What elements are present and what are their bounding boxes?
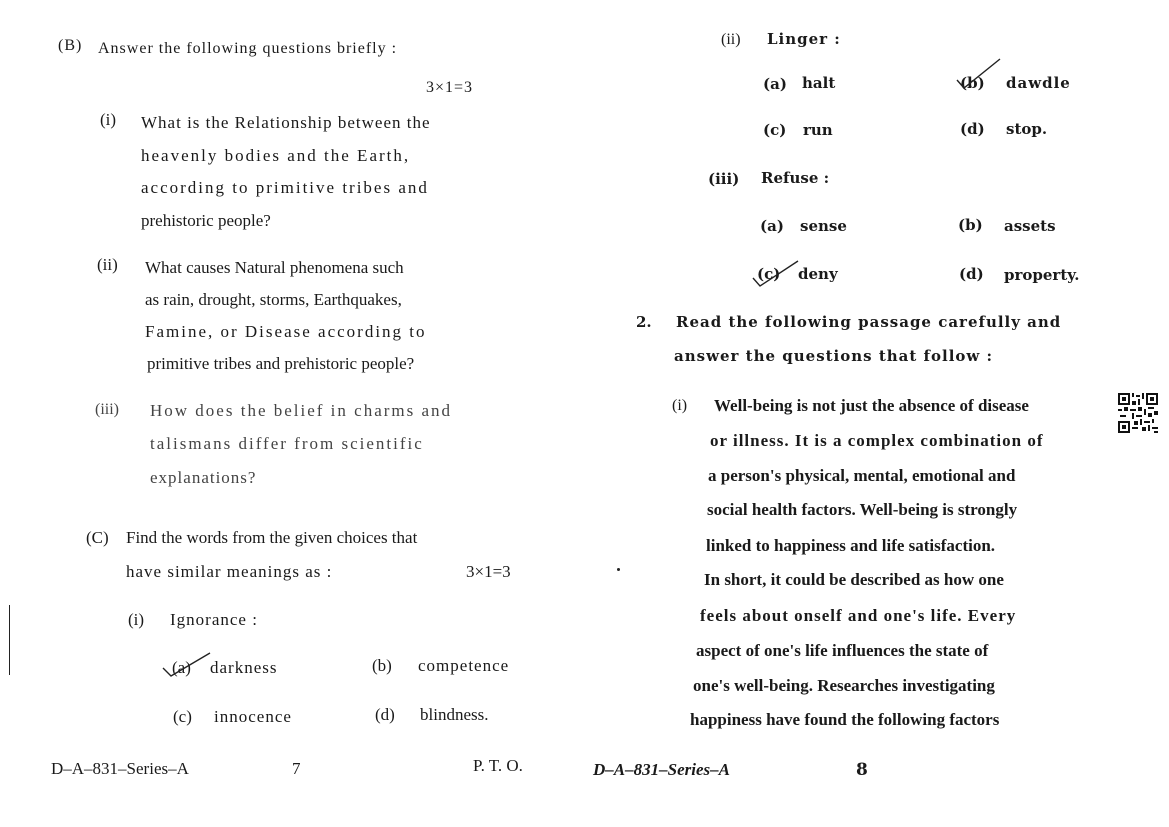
passage-line: feels about onself and one's life. Every xyxy=(700,606,1017,625)
question-2-line: answer the questions that follow : xyxy=(674,347,994,365)
item3-option-d: property. xyxy=(1004,266,1080,284)
scan-speck xyxy=(617,568,620,571)
section-b-marks: 3×1=3 xyxy=(426,79,474,96)
item1-option-b-label: (b) xyxy=(372,656,392,675)
passage-line: linked to happiness and life satisfaction. xyxy=(706,536,996,555)
item2-option-a: halt xyxy=(802,74,836,92)
item1-option-c: innocence xyxy=(214,707,292,726)
section-b-heading: Answer the following questions briefly : xyxy=(98,40,398,57)
section-c-label: (C) xyxy=(86,528,109,547)
passage-line: one's well-being. Researches investigating xyxy=(693,676,995,695)
question-b2-line: What causes Natural phenomena such xyxy=(145,258,404,277)
footer-pto: P. T. O. xyxy=(473,756,523,775)
section-b-label: (B) xyxy=(58,37,83,54)
question-b1-line: according to primitive tribes and xyxy=(141,178,429,197)
item3-number: (iii) xyxy=(708,170,740,188)
passage-line: aspect of one's life influences the state of xyxy=(696,641,989,660)
item2-option-c-label: (c) xyxy=(763,121,787,139)
item1-option-d-label: (d) xyxy=(375,705,395,724)
passage-line: In short, it could be described as how one xyxy=(704,570,1004,589)
question-b1-number: (i) xyxy=(100,110,117,129)
question-b2-line: Famine, or Disease according to xyxy=(145,322,427,341)
qr-code-icon xyxy=(1118,393,1158,433)
item2-option-d: stop. xyxy=(1006,120,1048,138)
question-b2-line: primitive tribes and prehistoric people? xyxy=(147,354,415,373)
item1-option-c-label: (c) xyxy=(173,707,192,726)
item2-option-d-label: (d) xyxy=(960,120,985,138)
item1-number: (i) xyxy=(128,610,145,629)
item2-word: Linger : xyxy=(767,30,841,48)
item3-option-b: assets xyxy=(1004,217,1056,235)
section-c-line: Find the words from the given choices that xyxy=(126,528,418,547)
question-2-number: 2. xyxy=(636,313,652,331)
section-c-line: have similar meanings as : xyxy=(126,562,333,581)
footer-page-number-right: 8 xyxy=(856,760,868,780)
item2-number: (ii) xyxy=(721,31,741,48)
item1-option-a: darkness xyxy=(210,658,278,677)
item1-option-b: competence xyxy=(418,656,510,675)
section-c-marks: 3×1=3 xyxy=(466,562,511,581)
footer-series-right: D–A–831–Series–A xyxy=(593,760,730,779)
item2-option-a-label: (a) xyxy=(763,75,787,93)
question-b1-line: heavenly bodies and the Earth, xyxy=(141,146,411,165)
passage-number: (i) xyxy=(672,397,688,414)
question-b3-line: talismans differ from scientific xyxy=(150,434,424,453)
item3-option-c-label: (c) xyxy=(757,265,781,283)
item3-option-b-label: (b) xyxy=(958,216,983,234)
footer-page-number-left: 7 xyxy=(292,759,301,778)
passage-line: or illness. It is a complex combination of xyxy=(710,431,1044,450)
item2-option-b-label: (b) xyxy=(960,74,985,92)
item3-option-a-label: (a) xyxy=(760,217,784,235)
question-b2-number: (ii) xyxy=(97,255,118,274)
question-2-line: Read the following passage carefully and xyxy=(676,313,1062,331)
tick-mark-icon xyxy=(750,258,802,290)
tick-mark-icon xyxy=(160,650,216,680)
item3-option-d-label: (d) xyxy=(959,265,984,283)
question-b1-line: What is the Relationship between the xyxy=(141,113,431,132)
item3-word: Refuse : xyxy=(761,169,830,187)
question-b2-line: as rain, drought, storms, Earthquakes, xyxy=(145,290,402,309)
item3-option-a: sense xyxy=(800,217,847,235)
passage-line: Well-being is not just the absence of disease xyxy=(714,396,1029,415)
scan-margin-line xyxy=(9,605,10,675)
passage-line: social health factors. Well-being is strongly xyxy=(707,500,1018,519)
tick-mark-icon xyxy=(954,56,1004,92)
item2-option-b: dawdle xyxy=(1006,74,1071,92)
item1-word: Ignorance : xyxy=(170,610,258,629)
question-b3-line: How does the belief in charms and xyxy=(150,401,453,420)
item2-option-c: run xyxy=(803,121,833,139)
question-b3-number: (iii) xyxy=(95,401,119,418)
passage-line: happiness have found the following factors xyxy=(690,710,1000,729)
footer-series-left: D–A–831–Series–A xyxy=(51,759,189,778)
item3-option-c: deny xyxy=(798,265,838,283)
item1-option-a-label: (a) xyxy=(172,658,191,677)
item1-option-d: blindness. xyxy=(420,705,489,724)
passage-line: a person's physical, mental, emotional and xyxy=(708,466,1016,485)
question-b1-line: prehistoric people? xyxy=(141,211,271,230)
question-b3-line: explanations? xyxy=(150,468,257,487)
